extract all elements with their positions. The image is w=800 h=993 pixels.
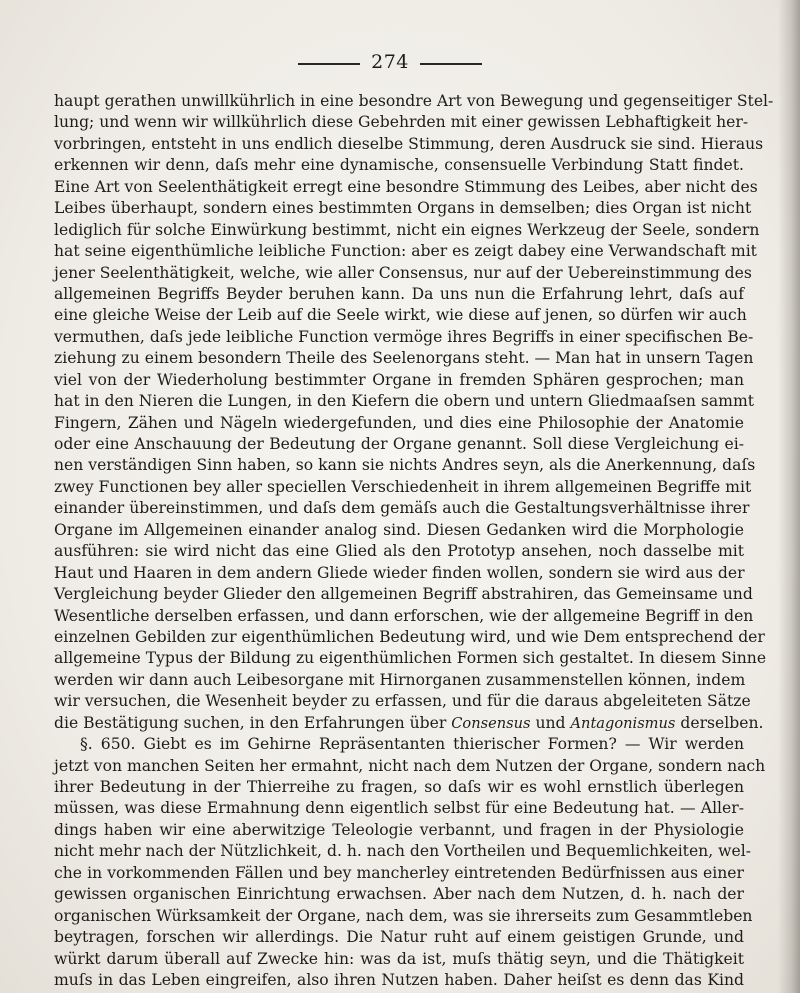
text-run: oder eine Anschauung der Bedeutung der Organe genannt. Soll diese Vergleichung ei- xyxy=(54,435,744,453)
text-line xyxy=(54,884,744,905)
text-run: allgemeine Typus der Bildung zu eigenthümlichen Formen sich gestaltet. In diesem Sinne xyxy=(54,649,767,668)
text-run: die Bestätigung suchen, in den Erfahrungen über xyxy=(54,713,452,732)
text-line xyxy=(54,820,744,841)
header-rule-right xyxy=(420,63,482,65)
text-line xyxy=(54,348,754,369)
text-line xyxy=(54,906,753,927)
text-run: dings haben wir eine aberwitzige Teleologie verbannt, und fragen in der Physiologie xyxy=(54,820,744,839)
text-line xyxy=(54,284,744,305)
text-run: vorbringen, entsteht in uns endlich dieselbe Stimmung, deren Ausdruck sie sind. Hieraus xyxy=(54,134,764,153)
text-run: organischen Würksamkeit der Organe, nach dem, was sie ihrerseits zum Gesammtleben xyxy=(54,906,753,925)
text-run: zwey Functionen bey aller speciellen Verschiedenheit in ihrem allgemeinen Begriffe mit xyxy=(54,477,752,496)
text-run: nicht mehr nach der Nützlichkeit, d. h. nach den Vortheilen und Bequemlichkeiten, wel- xyxy=(54,842,751,861)
text-line xyxy=(54,220,760,241)
text-line xyxy=(54,863,744,884)
text-run: viel von der Wiederholung bestimmter Organe in fremden Sphären gesprochen; man xyxy=(54,370,744,389)
text-run: einzelnen Gebilden zur eigenthümlichen Bedeutung wird, und wie Dem entsprechend der xyxy=(54,627,765,646)
page-edge-shadow xyxy=(778,0,800,993)
text-run: lediglich für solche Einwürkung bestimmt, nicht ein eignes Werkzeug der Seele, sondern xyxy=(54,220,760,239)
text-run: einander übereinstimmen, und daſs dem gemäſs auch die Gestaltungsverhältnisse ihrer xyxy=(54,499,750,518)
text-run: gewissen organischen Einrichtung erwachsen. Aber nach dem Nutzen, d. h. nach der xyxy=(54,885,744,904)
text-run: werden wir dann auch Leibesorgane mit Hirnorganen zusammenstellen können, indem xyxy=(54,670,746,689)
text-line xyxy=(54,134,764,155)
text-run: würkt darum überall auf Zwecke hin: was da ist, muſs thätig seyn, und die Thätigkeit xyxy=(54,949,744,968)
text-line xyxy=(54,777,744,798)
text-run: Haut und Haaren in dem andern Gliede wieder finden wollen, sondern sie wird aus der xyxy=(54,563,745,582)
text-line xyxy=(54,734,744,755)
text-run: haupt gerathen unwillkührlich in eine besondre Art von Bewegung und gegenseitiger Stel- xyxy=(54,92,774,110)
text-run: erkennen wir denn, daſs mehr eine dynamische, consensuelle Verbindung Statt findet. xyxy=(54,156,744,175)
text-run: ziehung zu einem besondern Theile des Seelenorgans steht. — Man hat in unsern Tagen xyxy=(54,349,754,368)
text-run: Leibes überhaupt, sondern eines bestimmten Organs in demselben; dies Organ ist nicht xyxy=(54,199,752,218)
text-line xyxy=(54,563,744,584)
text-line xyxy=(54,498,750,519)
text-line xyxy=(54,455,756,476)
text-run: ausführen: sie wird nicht das eine Glied als den Prototyp ansehen, noch dasselbe mit xyxy=(54,542,744,561)
text-run: und xyxy=(530,713,571,732)
text-line xyxy=(54,112,749,133)
text-line xyxy=(54,413,744,434)
text-line xyxy=(54,756,766,777)
text-run: allgemeinen Begriffs Beyder beruhen kann. Da uns nun die Erfahrung lehrt, daſs auf xyxy=(54,284,744,303)
text-line xyxy=(54,949,744,970)
text-run: jener Seelenthätigkeit, welche, wie aller Consensus, nur auf der Uebereinstimmung des xyxy=(54,263,752,282)
text-run: §. 650. Giebt es im Gehirne Repräsentanten thierischer Formen? — Wir werden xyxy=(80,735,744,754)
text-run: beytragen, forschen wir allerdings. Die Natur ruht auf einem geistigen Grunde, und xyxy=(54,928,744,947)
page-number: 274 xyxy=(371,51,409,73)
italic-term: Antagonismus xyxy=(570,714,676,732)
text-run: jetzt von manchen Seiten her ermahnt, nicht nach dem Nutzen der Organe, sondern nach xyxy=(54,756,766,775)
text-line xyxy=(54,327,754,348)
italic-term: Consensus xyxy=(451,714,531,732)
text-line xyxy=(54,434,744,455)
body-text xyxy=(54,91,774,991)
text-run: che in vorkommenden Fällen und bey mancherley eintretenden Bedürfnissen aus einer xyxy=(54,863,744,882)
page-header xyxy=(0,48,800,76)
text-line xyxy=(54,713,764,734)
text-run: müssen, was diese Ermahnung denn eigentlich selbst für eine Bedeutung hat. — Aller- xyxy=(54,799,744,818)
text-run: muſs in das Leben eingreifen, also ihren Nutzen haben. Daher heiſst es denn das Kind xyxy=(54,970,744,989)
text-line xyxy=(54,391,755,412)
text-line xyxy=(54,670,744,691)
text-line xyxy=(54,241,757,262)
text-run: Vergleichung beyder Glieder den allgemeinen Begriff abstrahiren, das Gemeinsame und xyxy=(54,585,753,604)
text-line xyxy=(54,91,774,112)
text-run: ihrer Bedeutung in der Thierreihe zu fragen, so daſs wir es wohl ernstlich überlegen xyxy=(54,778,744,796)
text-line xyxy=(54,541,744,562)
text-line xyxy=(54,648,767,669)
text-run: Fingern, Zähen und Nägeln wiedergefunden, und dies eine Philosophie der Anatomie xyxy=(54,413,744,432)
text-run: Eine Art von Seelenthätigkeit erregt eine besondre Stimmung des Leibes, aber nicht des xyxy=(54,177,758,196)
text-line xyxy=(54,927,744,948)
text-run: derselben. xyxy=(675,713,764,732)
text-line xyxy=(54,370,744,391)
text-run: Wesentliche derselben erfassen, und dann erforschen, wie der allgemeine Begriff in den xyxy=(54,606,754,625)
text-line xyxy=(54,970,744,991)
text-run: vermuthen, daſs jede leibliche Function vermöge ihres Begriffs in einer specifischen Be- xyxy=(54,327,754,346)
text-line xyxy=(54,627,765,648)
text-line xyxy=(54,263,752,284)
text-run: lung; und wenn wir willkührlich diese Gebehrden mit einer gewissen Lebhaftigkeit her- xyxy=(54,113,749,132)
text-line xyxy=(54,477,752,498)
text-run: Organe im Allgemeinen einander analog sind. Diesen Gedanken wird die Morphologie xyxy=(54,520,744,539)
text-line xyxy=(54,155,744,176)
text-line xyxy=(54,798,744,819)
text-run: hat in den Nieren die Lungen, in den Kiefern die obern und untern Gliedmaaſsen sammt xyxy=(54,392,755,411)
text-line xyxy=(54,198,752,219)
text-line xyxy=(54,520,744,541)
text-run: nen verständigen Sinn haben, so kann sie nichts Andres seyn, als die Anerkennung, daſs xyxy=(54,456,756,475)
text-line xyxy=(54,584,753,605)
text-run: hat seine eigenthümliche leibliche Function: aber es zeigt dabey eine Verwandschaft mit xyxy=(54,242,757,261)
text-line xyxy=(54,841,751,862)
text-run: eine gleiche Weise der Leib auf die Seele wirkt, wie diese auf jenen, so dürfen wir auch xyxy=(54,306,747,325)
text-line xyxy=(54,691,751,712)
text-run: wir versuchen, die Wesenheit beyder zu erfassen, und für die daraus abgeleiteten Sätze xyxy=(54,692,751,711)
header-rule-left xyxy=(298,63,360,65)
text-line xyxy=(54,606,754,627)
text-line xyxy=(54,305,747,326)
text-line xyxy=(54,177,758,198)
